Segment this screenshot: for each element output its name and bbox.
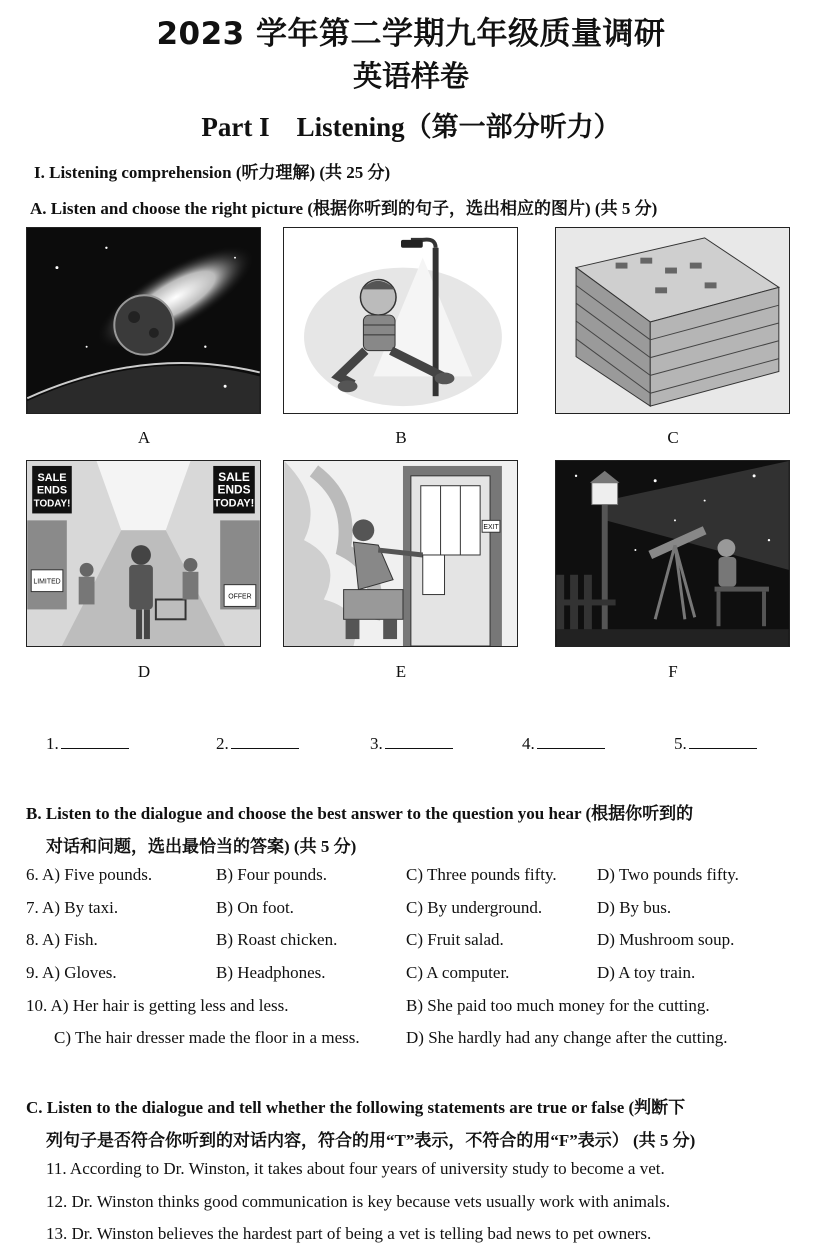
answer-blank-number: 3. xyxy=(370,734,383,753)
q10-option-a[interactable]: 10. A) Her hair is getting less and less. xyxy=(26,996,289,1015)
exam-subtitle: 英语样卷 xyxy=(352,59,469,93)
q7-option-b[interactable]: B) On foot. xyxy=(216,898,294,917)
exam-title: 2023 学年第二学期九年级质量调研 xyxy=(156,16,666,52)
answer-blank-number: 5. xyxy=(674,734,687,753)
boy-hit-lamppost-icon xyxy=(284,228,517,413)
section-c-heading: C. Listen to the dialogue and tell whether the following statements are true or false (判断下 xyxy=(26,1098,686,1117)
q8-option-a[interactable]: 8. A) Fish. xyxy=(26,930,98,949)
q6-option-b[interactable]: B) Four pounds. xyxy=(216,865,327,884)
sale-sign-right-1: SALE xyxy=(218,469,250,484)
statement-12: 12. Dr. Winston thinks good communication is key because vets usually work with animals. xyxy=(46,1192,671,1211)
q6-option-d[interactable]: D) Two pounds fifty. xyxy=(597,865,739,884)
picture-e-label: E xyxy=(395,662,407,681)
q8-option-d[interactable]: D) Mushroom soup. xyxy=(597,930,735,949)
picture-c-label: C xyxy=(667,428,679,447)
q6-option-a[interactable]: 6. A) Five pounds. xyxy=(26,865,153,884)
q9-option-b[interactable]: B) Headphones. xyxy=(216,963,326,982)
q7-option-a[interactable]: 7. A) By taxi. xyxy=(26,898,119,917)
meteor-in-space-icon xyxy=(27,228,260,413)
q8-option-b[interactable]: B) Roast chicken. xyxy=(216,930,338,949)
picture-f xyxy=(555,460,790,647)
sale-sign-left-1: SALE xyxy=(37,471,67,484)
girl-at-fire-door-icon xyxy=(284,461,517,646)
answer-blank-number: 1. xyxy=(46,734,59,753)
section-i-heading: I. Listening comprehension (听力理解) (共 25 分) xyxy=(34,163,391,182)
picture-f-label: F xyxy=(668,662,678,681)
answer-blank-number: 2. xyxy=(216,734,229,753)
q9-option-c[interactable]: C) A computer. xyxy=(406,963,510,982)
answer-blank-number: 4. xyxy=(522,734,535,753)
picture-d-label: D xyxy=(137,662,151,681)
statement-11: 11. According to Dr. Winston, it takes about four years of university study to become a vet. xyxy=(46,1159,665,1178)
q10-option-d[interactable]: D) She hardly had any change after the cutting. xyxy=(406,1028,728,1047)
boy-telescope-night-icon xyxy=(556,461,789,646)
sale-sign-right-2: ENDS xyxy=(217,482,251,497)
store-sale-icon xyxy=(27,461,260,646)
exit-door-sign: EXIT xyxy=(483,524,499,532)
sale-sign-left-2: ENDS xyxy=(36,484,68,497)
blank-line[interactable] xyxy=(61,734,129,749)
answer-blank-4[interactable] xyxy=(522,734,605,754)
sale-sign-right-3: TODAY! xyxy=(213,497,255,510)
q7-option-c[interactable]: C) By underground. xyxy=(406,898,543,917)
answer-blank-2[interactable] xyxy=(216,734,299,754)
section-b-heading-cont: 对话和问题，选出最恰当的答案) (共 5 分) xyxy=(46,837,357,856)
picture-b xyxy=(283,227,518,414)
blank-line[interactable] xyxy=(537,734,605,749)
parking-garage-icon xyxy=(556,228,789,413)
blank-line[interactable] xyxy=(385,734,453,749)
q8-option-c[interactable]: C) Fruit salad. xyxy=(406,930,504,949)
q9-option-d[interactable]: D) A toy train. xyxy=(597,963,696,982)
sale-sign-left-3: TODAY! xyxy=(33,498,71,510)
blank-line[interactable] xyxy=(689,734,757,749)
section-c-heading-cont: 列句子是否符合你听到的对话内容，符合的用“T”表示，不符合的用“F”表示） (共 5 分) xyxy=(46,1131,696,1150)
picture-a xyxy=(26,227,261,414)
part-title: Part I Listening（第一部分听力） xyxy=(201,112,621,142)
q10-option-b[interactable]: B) She paid too much money for the cutting. xyxy=(406,996,710,1015)
q7-option-d[interactable]: D) By bus. xyxy=(597,898,672,917)
limited-offer-sign-right: OFFER xyxy=(228,593,252,601)
section-a-heading: A. Listen and choose the right picture (根据你听到的句子，选出相应的图片) (共 5 分) xyxy=(30,199,658,218)
limited-offer-sign-left: LIMITED xyxy=(33,578,61,586)
answer-blank-5[interactable] xyxy=(674,734,757,754)
q10-option-c[interactable]: C) The hair dresser made the floor in a mess. xyxy=(54,1028,360,1047)
section-b-heading: B. Listen to the dialogue and choose the best answer to the question you hear (根据你听到的 xyxy=(26,804,694,823)
statement-13: 13. Dr. Winston believes the hardest part of being a vet is telling bad news to pet owners. xyxy=(46,1224,652,1243)
picture-d xyxy=(26,460,261,647)
picture-c xyxy=(555,227,790,414)
answer-blank-3[interactable] xyxy=(370,734,453,754)
q9-option-a[interactable]: 9. A) Gloves. xyxy=(26,963,117,982)
picture-b-label: B xyxy=(395,428,407,447)
q6-option-c[interactable]: C) Three pounds fifty. xyxy=(406,865,557,884)
picture-e xyxy=(283,460,518,647)
blank-line[interactable] xyxy=(231,734,299,749)
answer-blank-1[interactable] xyxy=(46,734,129,754)
picture-a-label: A xyxy=(137,428,151,447)
